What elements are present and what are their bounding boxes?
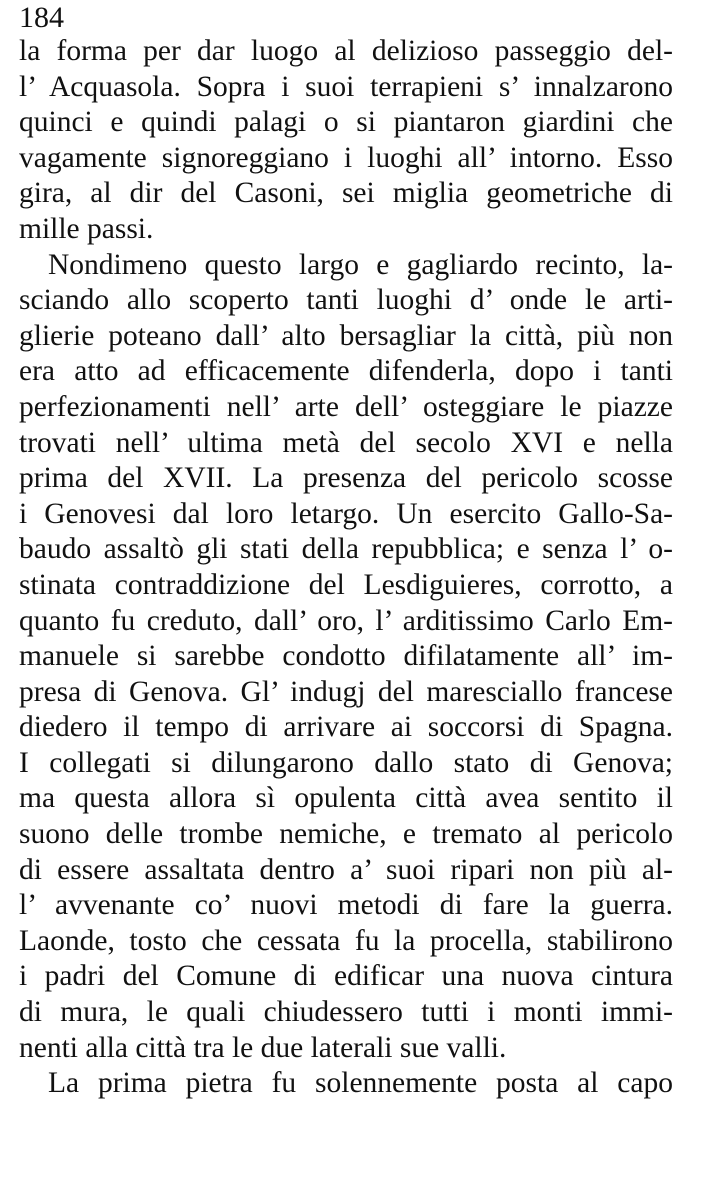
text-line: diedero il tempo di arrivare ai soccorsi di Spagna. (19, 711, 673, 744)
text-line: baudo assaltò gli stati della repubblica; e senza l’ o- (19, 533, 673, 566)
text-line: Laonde, tosto che cessata fu la procella, stabilirono (19, 924, 673, 957)
text-line: La prima pietra fu solennemente posta al capo (48, 1067, 673, 1100)
text-line: sciando allo scoperto tanti luoghi d’ onde le arti- (19, 284, 673, 317)
text-line: vagamente signoreggiano i luoghi all’ intorno. Esso (19, 141, 673, 174)
text-line: quinci e quindi palagi o si piantaron giardini che (19, 106, 673, 139)
text-line: l’ avvenante co’ nuovi metodi di fare la guerra. (19, 889, 673, 922)
text-line: stinata contraddizione del Lesdiguieres, corrotto, a (19, 568, 673, 601)
text-line: gira, al dir del Casoni, sei miglia geometriche di (19, 177, 673, 210)
body-text (19, 34, 673, 1102)
text-line: I collegati si dilungarono dallo stato di Genova; (19, 746, 673, 779)
text-line: glierie poteano dall’ alto bersagliar la città, più non (19, 319, 673, 352)
paragraph (19, 34, 673, 248)
text-line: mille passi. (19, 212, 154, 245)
paragraph (19, 248, 673, 1067)
paragraph (19, 1066, 673, 1102)
text-line: ma questa allora sì opulenta città avea sentito il (19, 782, 673, 815)
text-line: suono delle trombe nemiche, e tremato al pericolo (19, 818, 673, 851)
text-line: perfezionamenti nell’ arte dell’ osteggiare le piazze (19, 390, 673, 423)
text-line: di essere assaltata dentro a’ suoi ripari non più al- (19, 853, 673, 886)
text-line: Nondimeno questo largo e gagliardo recinto, la- (48, 248, 673, 281)
text-line: l’ Acquasola. Sopra i suoi terrapieni s’ innalzarono (19, 70, 673, 103)
text-line: presa di Genova. Gl’ indugj del maresciallo francese (19, 675, 673, 708)
text-line: i Genovesi dal loro letargo. Un esercito Gallo-Sa- (19, 497, 673, 530)
text-line: trovati nell’ ultima metà del secolo XVI e nella (19, 426, 673, 459)
text-line: la forma per dar luogo al delizioso passeggio del- (19, 35, 673, 67)
text-line: manuele si sarebbe condotto difilatamente all’ im- (19, 640, 673, 673)
text-line: i padri del Comune di edificar una nuova cintura (19, 960, 673, 993)
text-line: nenti alla città tra le due laterali sue valli. (19, 1031, 507, 1064)
text-line: prima del XVII. La presenza del pericolo scosse (19, 462, 673, 495)
text-line: di mura, le quali chiudessero tutti i monti immi- (19, 996, 673, 1029)
page-number: 184 (19, 1, 64, 34)
text-line: quanto fu creduto, dall’ oro, l’ arditissimo Carlo Em- (19, 604, 673, 637)
text-line: era atto ad efficacemente difenderla, dopo i tanti (19, 355, 673, 388)
